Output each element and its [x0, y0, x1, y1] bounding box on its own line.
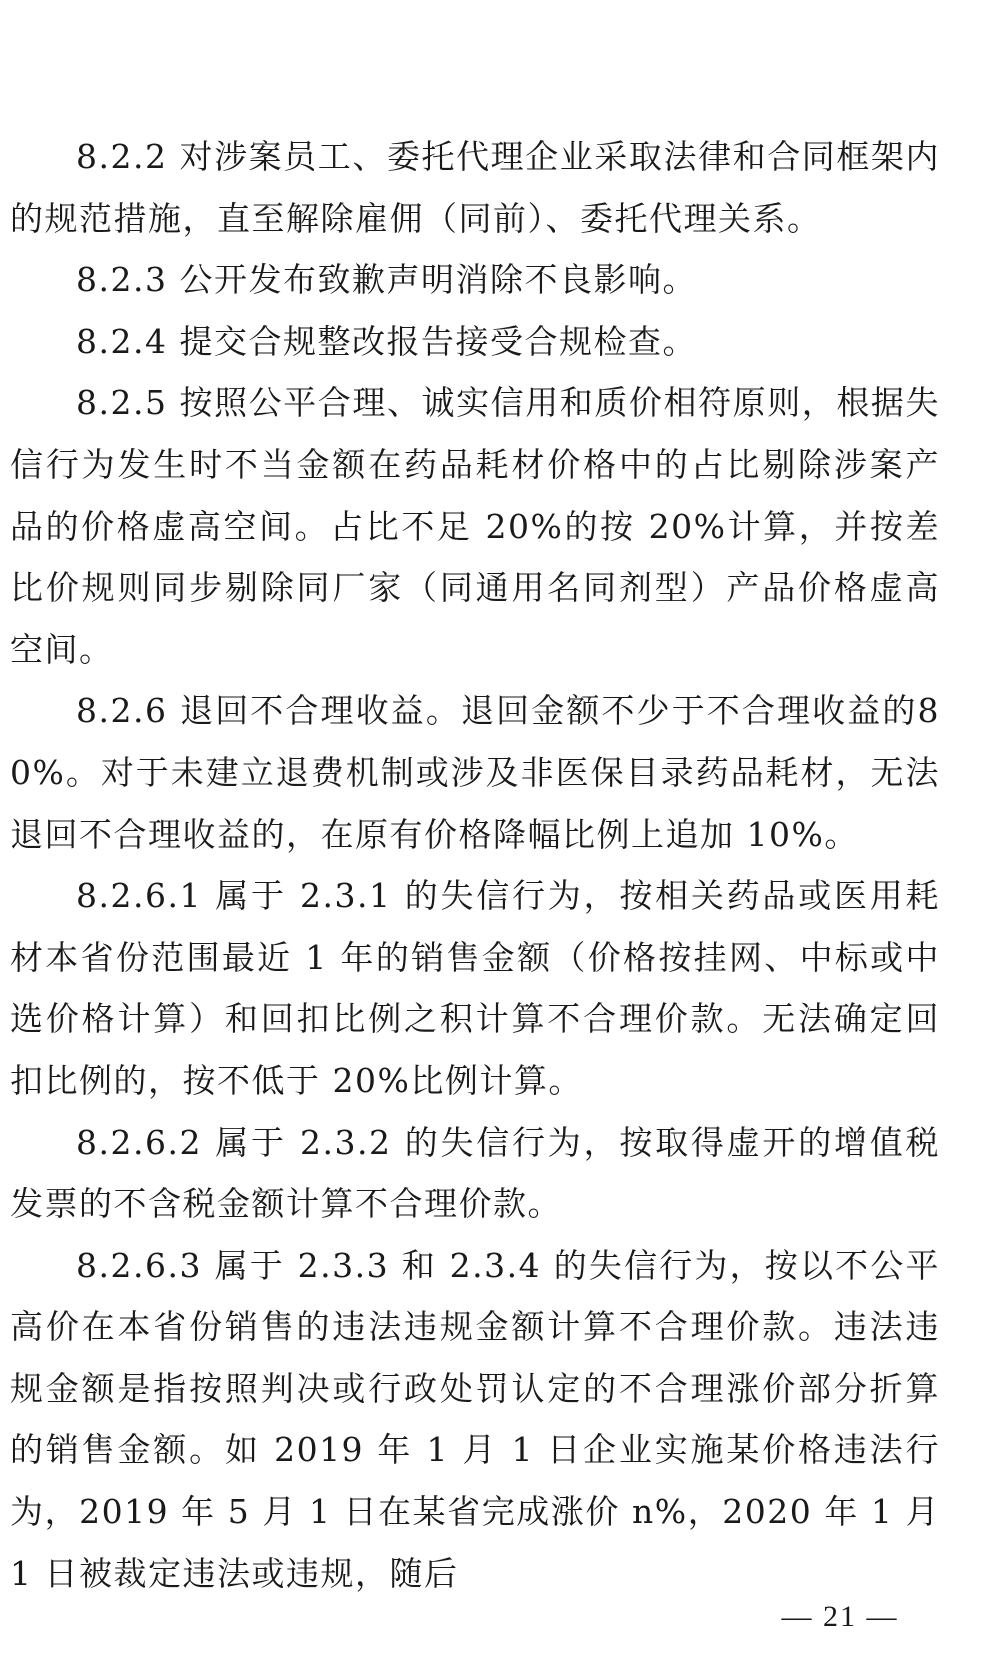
- paragraph-8-2-2: 8.2.2 对涉案员工、委托代理企业采取法律和合同框架内的规范措施，直至解除雇佣（同前）、委托代理关系。: [10, 137, 940, 238]
- paragraph-8-2-6: 8.2.6 退回不合理收益。退回金额不少于不合理收益的80%。对于未建立退费机制或涉及非医保目录药品耗材，无法退回不合理收益的，在原有价格降幅比例上追加 10%。: [10, 691, 940, 854]
- paragraph-8-2-5: 8.2.5 按照公平合理、诚实信用和质价相符原则，根据失信行为发生时不当金额在药品耗材价格中的占比剔除涉案产品的价格虚高空间。占比不足 20%的按 20%计算，并按差比价规则同步剔除同厂家（同通用名同剂型）产品价格虚高空间。: [10, 383, 940, 669]
- document-body: [10, 126, 940, 1604]
- page-number: — 21 —: [781, 1600, 899, 1633]
- paragraph-8-2-6-1: 8.2.6.1 属于 2.3.1 的失信行为，按相关药品或医用耗材本省份范围最近 1 年的销售金额（价格按挂网、中标或中选价格计算）和回扣比例之积计算不合理价款。无法确定回扣比例的，按不低于 20%比例计算。: [10, 876, 940, 1100]
- paragraph-8-2-6-2: 8.2.6.2 属于 2.3.2 的失信行为，按取得虚开的增值税发票的不含税金额计算不合理价款。: [10, 1122, 940, 1224]
- paragraph-8-2-6-3: 8.2.6.3 属于 2.3.3 和 2.3.4 的失信行为，按以不公平高价在本省份销售的违法违规金额计算不合理价款。违法违规金额是指按照判决或行政处罚认定的不合理涨价部分折算的销售金额。如 2019 年 1 月 1 日企业实施某价格违法行为，2019 年 5 月 1 日在某省完成涨价 n%，2020 年 1 月 1 日被裁定违法或违规，随后: [10, 1245, 940, 1593]
- paragraph-8-2-3: 8.2.3 公开发布致歉声明消除不良影响。: [76, 260, 697, 300]
- paragraph-8-2-4: 8.2.4 提交合规整改报告接受合规检查。: [76, 321, 697, 361]
